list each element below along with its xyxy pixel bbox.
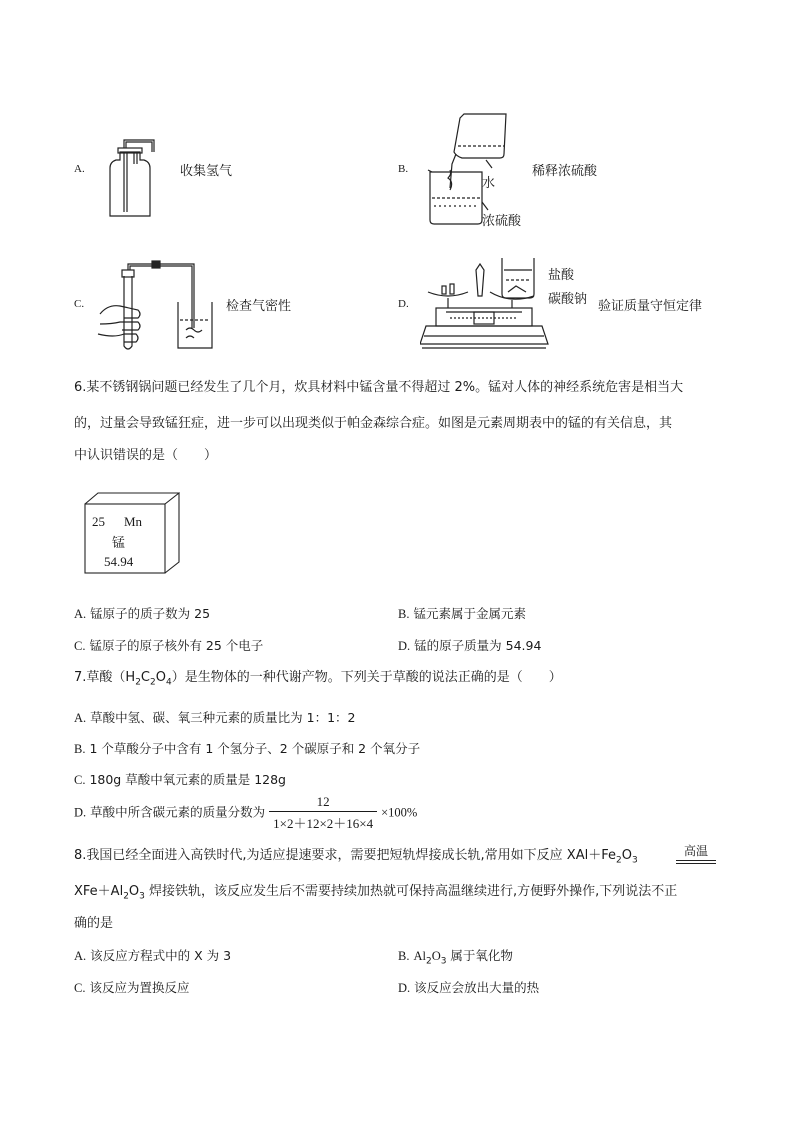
question-stem-line: $XFe+Al_2O_3$ 焊接铁轨，该反应发生后不需要持续加热就可保持高温继续进行,方便野外操作,下列说法不正 [74,884,678,902]
option-key: D. [398,298,409,310]
option-caption: 验证质量守恒定律 [598,299,703,314]
q6-option-d: D. 锰的原子质量为 54.94 [398,638,542,653]
q6-option-b: B. 锰元素属于金属元素 [398,606,526,621]
option-key: C. [74,298,85,310]
q7-option-c: C. 180g 草酸中氧元素的质量是 128g [74,772,286,787]
q6-option-c: C. 锰原子的原子核外有 25 个电子 [74,638,264,653]
q8-option-a: A. 该反应方程式中的 X 为 3 [74,948,232,963]
question-stem: 7.草酸$(H_2C_2O_4)$是生物体的一种代谢产物。下列关于草酸的说法正确的是（ ） [74,670,562,688]
option-key: A. [74,163,85,175]
carbon-fraction [269,794,377,832]
gas-collection-bottle-icon [100,138,160,220]
diagram-label-hydrochloric-acid: 盐酸 [548,268,575,283]
airtightness-check-icon [94,258,224,354]
q8-option-b: B. $Al_2O_3$ 属于氧化物 [398,948,513,967]
option-caption: 检查气密性 [226,299,292,314]
reaction-condition: 高温 [676,840,716,864]
fraction-numerator: 12 [269,794,377,812]
element-symbol: Mn [124,514,143,529]
q7-option-a: A. 草酸中氢、碳、氧三种元素的质量比为 1：1：2 [74,710,356,725]
option-caption: 稀释浓硫酸 [532,164,598,179]
balance-scale-icon [420,250,550,354]
q8-option-d: D. 该反应会放出大量的热 [398,980,540,995]
question-stem-line: 确的是 [74,916,114,931]
diagram-label-sodium-carbonate: 碳酸钠 [548,292,588,307]
option-key: B. [398,163,409,175]
question-stem-line: 8.我国已经全面进入高铁时代,为适应提速要求，需要把短轨焊接成长轨,常用如下反应 $XAl+Fe_2O_3$ [74,848,638,866]
atomic-number: 25 [92,514,105,529]
diagram-label-water: 水 [482,176,496,191]
q8-option-c: C. 该反应为置换反应 [74,980,190,995]
atomic-mass: 54.94 [104,554,134,569]
q6-option-a: A. 锰原子的质子数为 25 [74,606,211,621]
q7-option-b: B. 1 个草酸分子中含有 1 个氢分子、2 个碳原子和 2 个氧分子 [74,741,421,756]
diagram-label-sulfuric-acid: 浓硫酸 [482,214,522,229]
q7-option-d: D. 草酸中所含碳元素的质量分数为 $\frac{12}{1\times 2+12\times 2+16\times 4}$ ×100% [74,794,418,831]
fraction-denominator: 1×2＋12×2＋16×4 [273,816,374,831]
question-stem-line: 6.某不锈钢锅问题已经发生了几个月，炊具材料中锰含量不得超过 2%。锰对人体的神经系统危害是相当大 [74,380,684,395]
question-stem-line: 的，过量会导致锰狂症，进一步可以出现类似于帕金森综合症。如图是元素周期表中的锰的有关信息，其 [74,416,673,431]
question-stem-line: 中认识错误的是（ ） [74,448,218,463]
element-name: 锰 [112,536,126,551]
option-caption: 收集氢气 [180,164,233,179]
periodic-table-cell [84,492,180,574]
